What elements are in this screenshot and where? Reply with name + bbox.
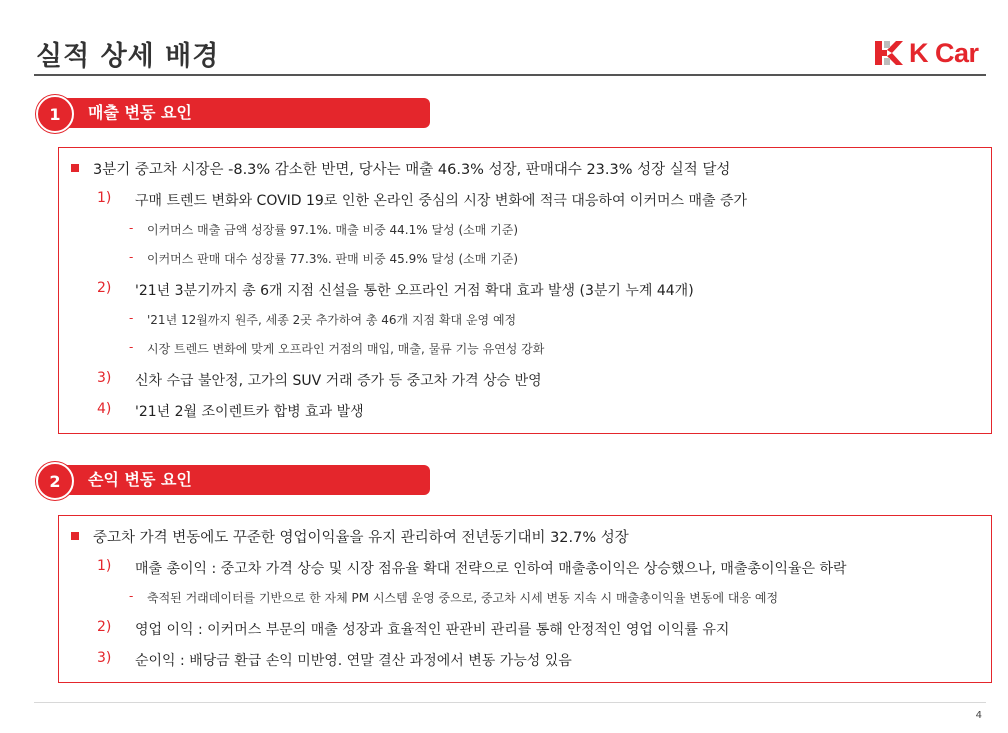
item-number: 2) xyxy=(97,619,112,635)
footer-divider xyxy=(34,702,986,703)
sub-item-text: 축적된 거래데이터를 기반으로 한 자체 PM 시스템 운영 중으로, 중고차 시세 변동 지속 시 매출총이익율 변동에 대응 예정 xyxy=(147,591,779,605)
dash-marker: - xyxy=(129,311,134,325)
dash-marker: - xyxy=(129,221,134,235)
section-title: 손익 변동 요인 xyxy=(88,470,192,489)
section-header-profit xyxy=(36,462,430,498)
sub-item-text: 이커머스 매출 금액 성장률 97.1%. 매출 비중 44.1% 달성 (소매 기준) xyxy=(147,223,518,237)
logo-text: K Car xyxy=(909,38,979,68)
main-bullet-text: 3분기 중고차 시장은 -8.3% 감소한 반면, 당사는 매출 46.3% 성장, 판매대수 23.3% 성장 실적 달성 xyxy=(93,162,731,178)
item-number: 1) xyxy=(97,558,112,574)
item-text: 신차 수급 불안정, 고가의 SUV 거래 증가 등 중고차 가격 상승 반영 xyxy=(135,373,542,389)
item-number: 3) xyxy=(97,650,112,666)
section-number-badge: 1 xyxy=(36,95,74,133)
item-number: 4) xyxy=(97,401,112,417)
item-number: 3) xyxy=(97,370,112,386)
square-bullet-icon xyxy=(71,164,79,172)
item-text: 매출 총이익 : 중고차 가격 상승 및 시장 점유율 확대 전략으로 인하여 매출총이익은 상승했으나, 매출총이익율은 하락 xyxy=(135,561,847,577)
section-title: 매출 변동 요인 xyxy=(88,103,192,122)
section-box-revenue xyxy=(58,147,992,434)
item-text: '21년 3분기까지 총 6개 지점 신설을 통한 오프라인 거점 확대 효과 발생 (3분기 누계 44개) xyxy=(135,283,694,299)
item-text: 순이익 : 배당금 환급 손익 미반영. 연말 결산 과정에서 변동 가능성 있음 xyxy=(135,653,572,669)
dash-marker: - xyxy=(129,250,134,264)
page-title: 실적 상세 배경 xyxy=(36,41,220,72)
dash-marker: - xyxy=(129,589,134,603)
item-text: 영업 이익 : 이커머스 부문의 매출 성장과 효율적인 판관비 관리를 통해 안정적인 영업 이익률 유지 xyxy=(135,622,730,638)
title-divider xyxy=(34,74,986,76)
section-header-revenue xyxy=(36,95,430,131)
item-number: 1) xyxy=(97,190,112,206)
item-text: 구매 트렌드 변화와 COVID 19로 인한 온라인 중심의 시장 변화에 적극 대응하여 이커머스 매출 증가 xyxy=(135,193,748,209)
section-number-badge: 2 xyxy=(36,462,74,500)
main-bullet-text: 중고차 가격 변동에도 꾸준한 영업이익율을 유지 관리하여 전년동기대비 32.7% 성장 xyxy=(93,530,629,546)
section-box-profit xyxy=(58,515,992,683)
sub-item-text: 이커머스 판매 대수 성장률 77.3%. 판매 비중 45.9% 달성 (소매 기준) xyxy=(147,252,518,266)
sub-item-text: '21년 12월까지 원주, 세종 2곳 추가하여 총 46개 지점 확대 운영 예정 xyxy=(147,313,517,327)
kcar-logo xyxy=(875,38,979,68)
square-bullet-icon xyxy=(71,532,79,540)
kcar-logo-icon xyxy=(875,39,903,67)
sub-item-text: 시장 트렌드 변화에 맞게 오프라인 거점의 매입, 매출, 물류 기능 유연성 강화 xyxy=(147,342,545,356)
item-number: 2) xyxy=(97,280,112,296)
page-number: 4 xyxy=(975,710,982,721)
item-text: '21년 2월 조이렌트카 합병 효과 발생 xyxy=(135,404,364,420)
dash-marker: - xyxy=(129,340,134,354)
